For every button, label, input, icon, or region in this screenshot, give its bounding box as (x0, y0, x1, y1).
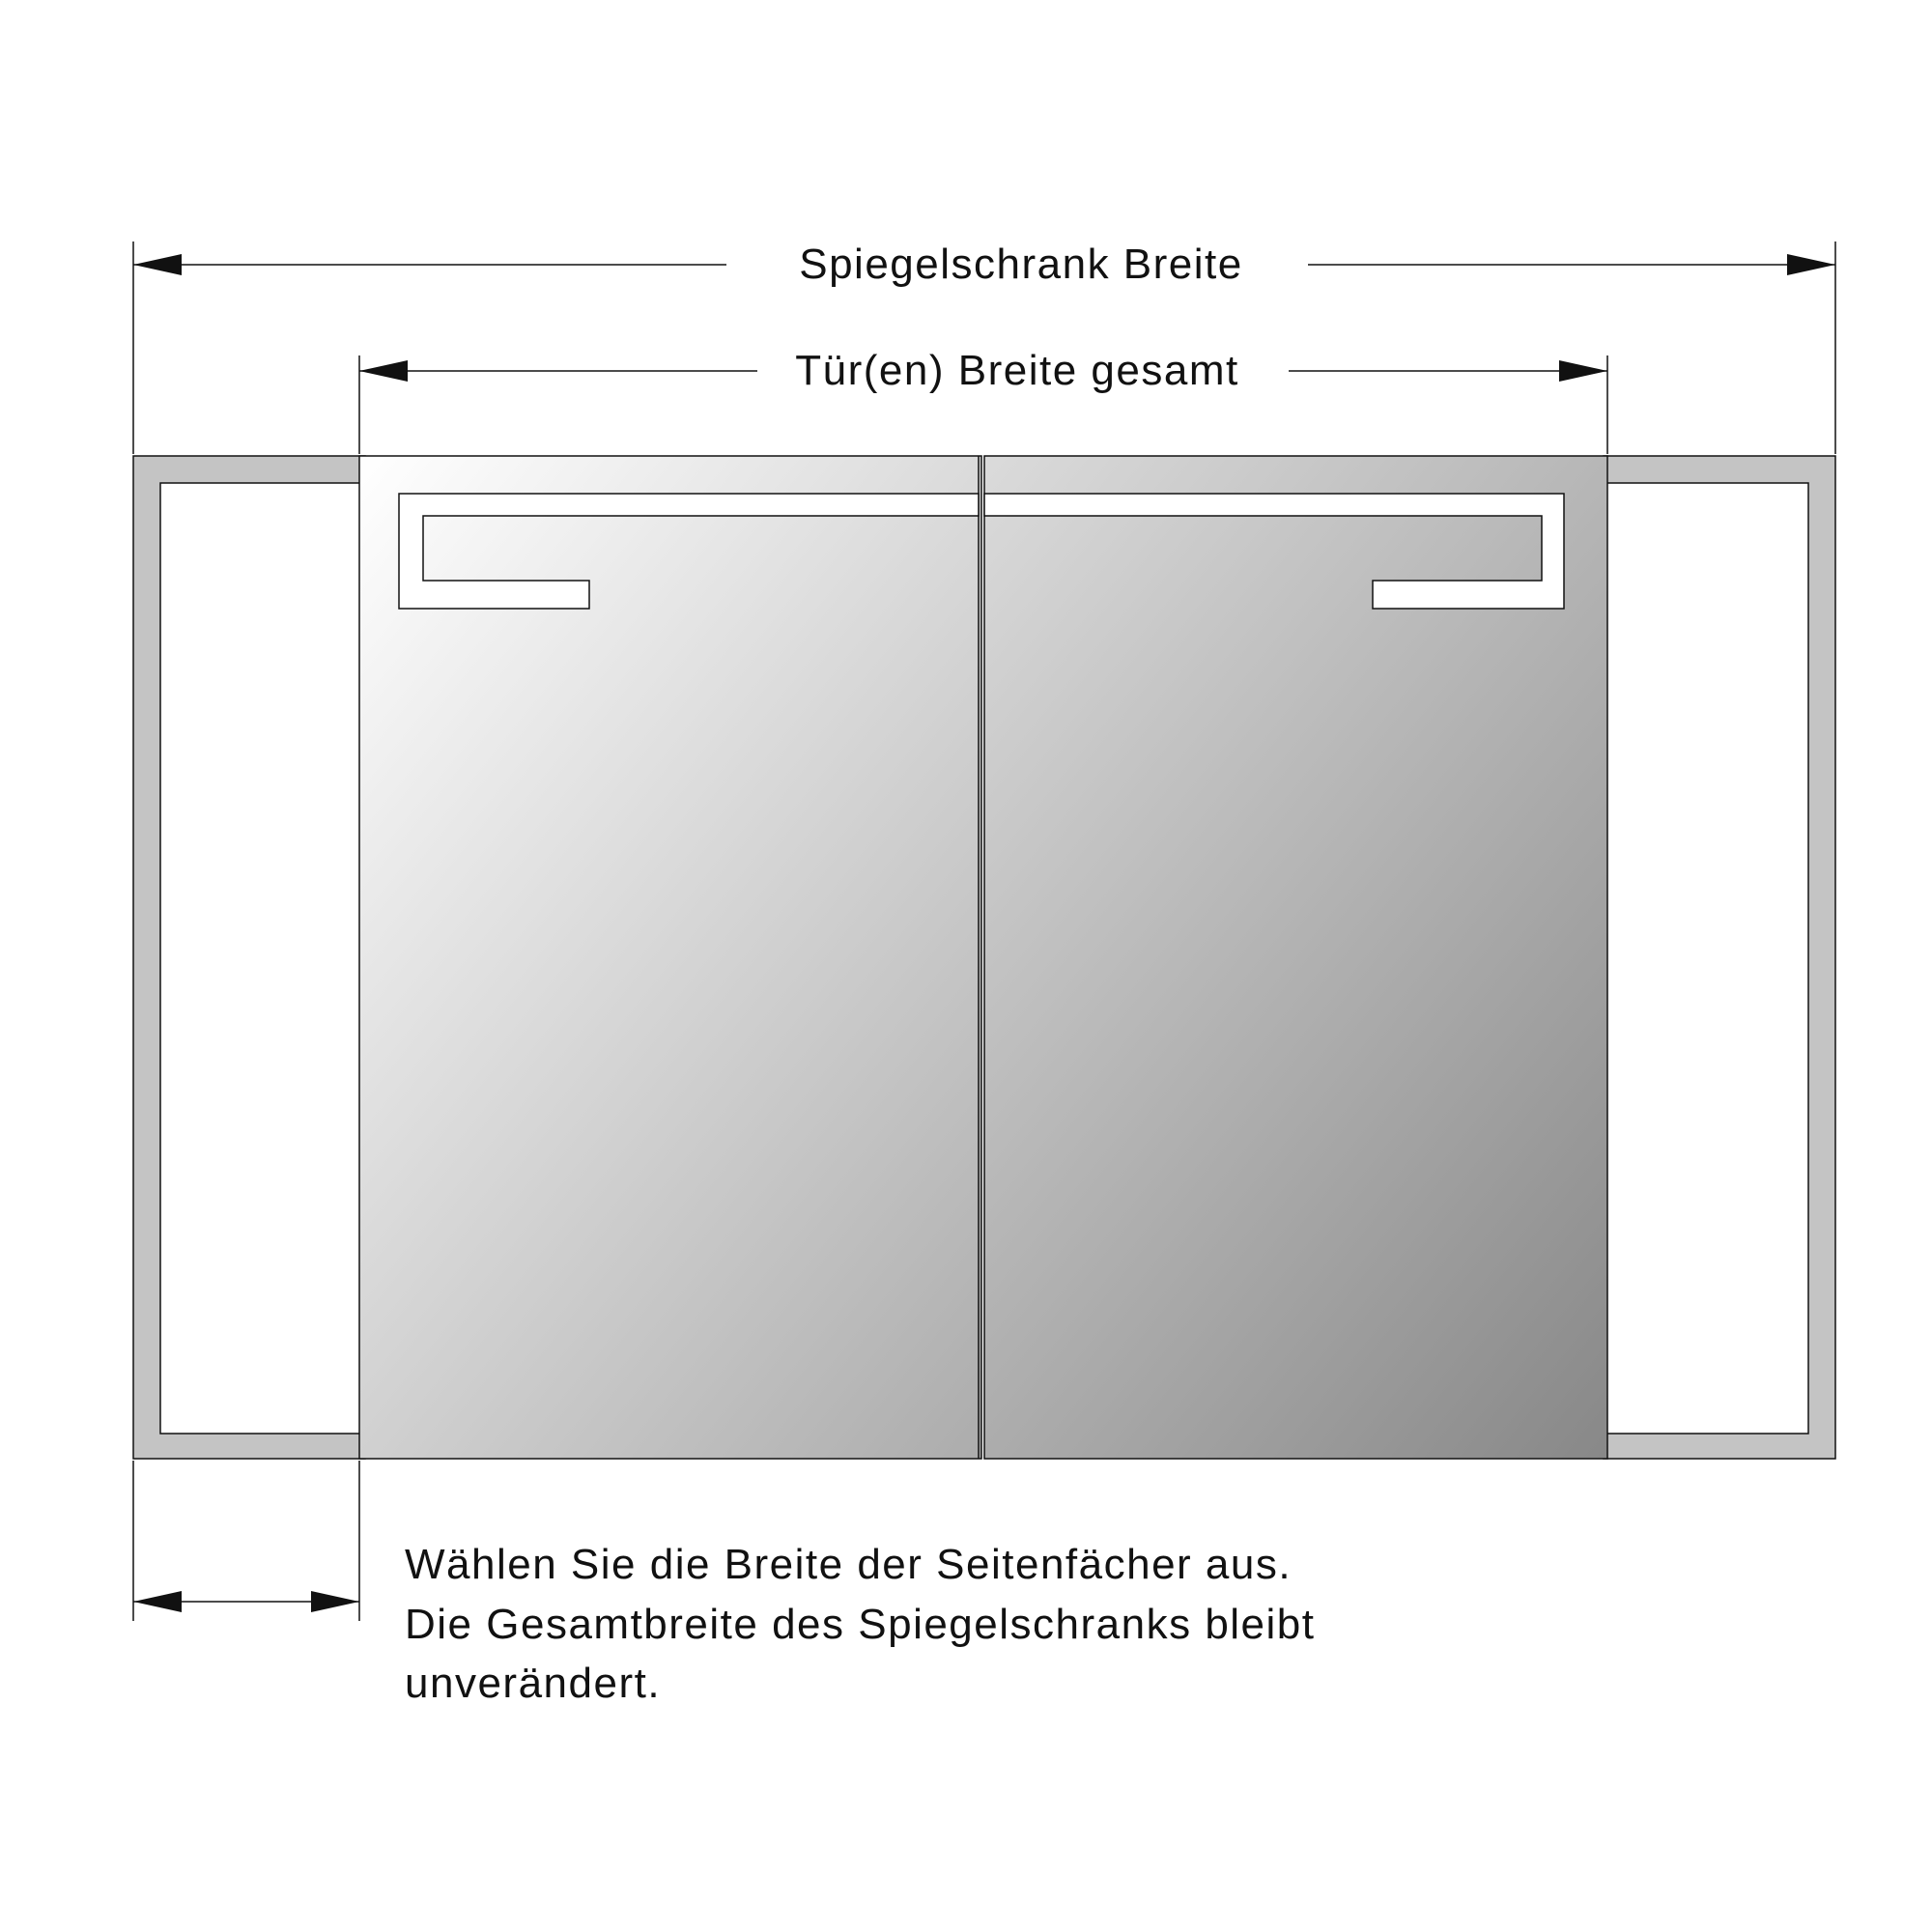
arrow-left-icon (133, 1591, 182, 1612)
note-line-3: unverändert. (405, 1660, 662, 1707)
arrow-left-icon (133, 254, 182, 275)
doors-width-label: Tür(en) Breite gesamt (795, 347, 1239, 394)
arrow-right-icon (311, 1591, 359, 1612)
note-line-1: Wählen Sie die Breite der Seitenfächer aus. (405, 1541, 1293, 1588)
right-side-compartment-inner (1605, 483, 1808, 1434)
note-line-2: Die Gesamtbreite des Spiegelschranks bleibt (405, 1601, 1316, 1648)
arrow-right-icon (1559, 360, 1607, 382)
left-side-compartment-inner (160, 483, 363, 1434)
doors-width-dimension (359, 347, 1607, 454)
arrow-right-icon (1787, 254, 1835, 275)
cabinet-width-label: Spiegelschrank Breite (799, 241, 1243, 288)
note-text (405, 1541, 1316, 1707)
cabinet-body (133, 456, 1835, 1459)
arrow-left-icon (359, 360, 408, 382)
side-compartment-width-dimension (133, 1461, 359, 1621)
